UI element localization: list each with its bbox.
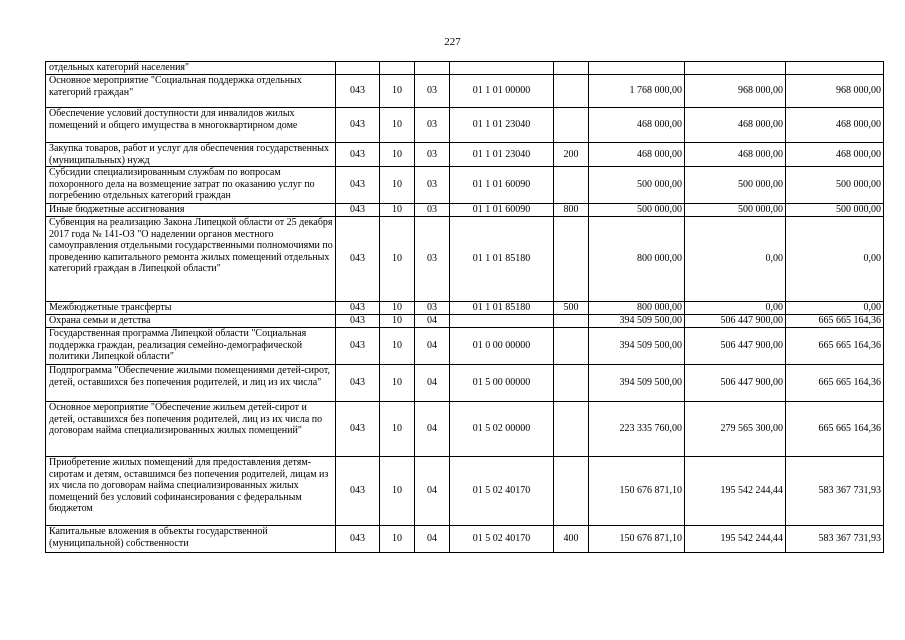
expense-type-cell xyxy=(554,315,589,328)
subsection-code-cell: 04 xyxy=(415,365,450,402)
row-name-cell: Подпрограмма "Обеспечение жилыми помещениями детей-сирот, детей, оставшихся без попечения родителей, и лиц из их числа" xyxy=(46,365,336,402)
expense-type-cell xyxy=(554,328,589,365)
target-article-cell: 01 1 01 60090 xyxy=(450,167,554,204)
target-article-cell xyxy=(450,62,554,75)
amount-year-1-cell: 500 000,00 xyxy=(589,167,685,204)
ministry-code-cell: 043 xyxy=(336,365,380,402)
amount-year-3-cell: 468 000,00 xyxy=(786,108,884,143)
table-row xyxy=(46,204,884,217)
row-name-cell: Межбюджетные трансферты xyxy=(46,302,336,315)
amount-year-1-cell: 394 509 500,00 xyxy=(589,365,685,402)
ministry-code-cell: 043 xyxy=(336,75,380,108)
row-name-cell: Капитальные вложения в объекты государственной (муниципальной) собственности xyxy=(46,526,336,553)
target-article-cell: 01 5 02 40170 xyxy=(450,526,554,553)
row-name-cell: Закупка товаров, работ и услуг для обеспечения государственных (муниципальных) нужд xyxy=(46,143,336,167)
ministry-code-cell: 043 xyxy=(336,402,380,457)
row-name-cell: отдельных категорий населения" xyxy=(46,62,336,75)
table-row xyxy=(46,108,884,143)
amount-year-1-cell: 468 000,00 xyxy=(589,143,685,167)
section-code-cell: 10 xyxy=(380,167,415,204)
amount-year-1-cell: 150 676 871,10 xyxy=(589,526,685,553)
row-name-cell: Субсидии специализированным службам по вопросам похоронного дела на возмещение затрат по оказанию услуг по погребению отдельных категорий граждан xyxy=(46,167,336,204)
section-code-cell xyxy=(380,62,415,75)
amount-year-2-cell: 500 000,00 xyxy=(685,167,786,204)
amount-year-2-cell: 500 000,00 xyxy=(685,204,786,217)
amount-year-3-cell: 583 367 731,93 xyxy=(786,457,884,526)
amount-year-3-cell: 468 000,00 xyxy=(786,143,884,167)
row-name-cell: Приобретение жилых помещений для предоставления детям-сиротам и детям, оставшимся без попечения родителей, лицам из их числа по договорам найма специализированных жилых помещений без условий софинансирования с федеральным бюджетом xyxy=(46,457,336,526)
amount-year-1-cell: 150 676 871,10 xyxy=(589,457,685,526)
target-article-cell: 01 5 00 00000 xyxy=(450,365,554,402)
row-name-cell: Основное мероприятие "Социальная поддержка отдельных категорий граждан" xyxy=(46,75,336,108)
amount-year-2-cell: 506 447 900,00 xyxy=(685,365,786,402)
amount-year-3-cell: 500 000,00 xyxy=(786,167,884,204)
target-article-cell: 01 1 01 23040 xyxy=(450,108,554,143)
expense-type-cell: 500 xyxy=(554,302,589,315)
subsection-code-cell: 03 xyxy=(415,302,450,315)
subsection-code-cell: 03 xyxy=(415,75,450,108)
amount-year-2-cell: 468 000,00 xyxy=(685,108,786,143)
amount-year-3-cell: 665 665 164,36 xyxy=(786,328,884,365)
section-code-cell: 10 xyxy=(380,108,415,143)
amount-year-3-cell: 665 665 164,36 xyxy=(786,315,884,328)
expense-type-cell xyxy=(554,167,589,204)
row-name-cell: Основное мероприятие "Обеспечение жильем детей-сирот и детей, оставшихся без попечения родителей, лиц из их числа по договорам найма специализированных жилых помещений" xyxy=(46,402,336,457)
expense-type-cell xyxy=(554,457,589,526)
section-code-cell: 10 xyxy=(380,328,415,365)
table-body xyxy=(46,62,884,553)
subsection-code-cell: 03 xyxy=(415,167,450,204)
ministry-code-cell: 043 xyxy=(336,328,380,365)
target-article-cell: 01 1 01 85180 xyxy=(450,217,554,302)
section-code-cell: 10 xyxy=(380,143,415,167)
ministry-code-cell: 043 xyxy=(336,457,380,526)
subsection-code-cell: 04 xyxy=(415,315,450,328)
table-row xyxy=(46,143,884,167)
amount-year-3-cell xyxy=(786,62,884,75)
ministry-code-cell: 043 xyxy=(336,217,380,302)
expense-type-cell xyxy=(554,62,589,75)
row-name-cell: Иные бюджетные ассигнования xyxy=(46,204,336,217)
amount-year-2-cell: 195 542 244,44 xyxy=(685,526,786,553)
section-code-cell: 10 xyxy=(380,315,415,328)
expense-type-cell: 400 xyxy=(554,526,589,553)
ministry-code-cell: 043 xyxy=(336,108,380,143)
amount-year-3-cell: 665 665 164,36 xyxy=(786,365,884,402)
ministry-code-cell xyxy=(336,62,380,75)
amount-year-3-cell: 968 000,00 xyxy=(786,75,884,108)
expense-type-cell xyxy=(554,217,589,302)
target-article-cell: 01 1 01 23040 xyxy=(450,143,554,167)
amount-year-2-cell: 279 565 300,00 xyxy=(685,402,786,457)
expense-type-cell xyxy=(554,402,589,457)
amount-year-3-cell: 500 000,00 xyxy=(786,204,884,217)
amount-year-1-cell xyxy=(589,62,685,75)
table-row xyxy=(46,328,884,365)
budget-table xyxy=(45,61,884,553)
row-name-cell: Обеспечение условий доступности для инвалидов жилых помещений и общего имущества в многоквартирном доме xyxy=(46,108,336,143)
amount-year-3-cell: 0,00 xyxy=(786,217,884,302)
subsection-code-cell: 04 xyxy=(415,457,450,526)
table-row xyxy=(46,365,884,402)
section-code-cell: 10 xyxy=(380,217,415,302)
amount-year-2-cell: 506 447 900,00 xyxy=(685,328,786,365)
ministry-code-cell: 043 xyxy=(336,315,380,328)
table-row xyxy=(46,526,884,553)
amount-year-1-cell: 1 768 000,00 xyxy=(589,75,685,108)
subsection-code-cell: 03 xyxy=(415,204,450,217)
expense-type-cell: 800 xyxy=(554,204,589,217)
amount-year-1-cell: 800 000,00 xyxy=(589,302,685,315)
amount-year-1-cell: 500 000,00 xyxy=(589,204,685,217)
ministry-code-cell: 043 xyxy=(336,204,380,217)
row-name-cell: Охрана семьи и детства xyxy=(46,315,336,328)
ministry-code-cell: 043 xyxy=(336,143,380,167)
table-row xyxy=(46,315,884,328)
section-code-cell: 10 xyxy=(380,402,415,457)
amount-year-3-cell: 665 665 164,36 xyxy=(786,402,884,457)
amount-year-1-cell: 800 000,00 xyxy=(589,217,685,302)
subsection-code-cell xyxy=(415,62,450,75)
expense-type-cell xyxy=(554,365,589,402)
amount-year-3-cell: 583 367 731,93 xyxy=(786,526,884,553)
amount-year-3-cell: 0,00 xyxy=(786,302,884,315)
subsection-code-cell: 04 xyxy=(415,526,450,553)
subsection-code-cell: 03 xyxy=(415,108,450,143)
amount-year-1-cell: 468 000,00 xyxy=(589,108,685,143)
subsection-code-cell: 03 xyxy=(415,217,450,302)
section-code-cell: 10 xyxy=(380,457,415,526)
amount-year-2-cell: 0,00 xyxy=(685,302,786,315)
table-row xyxy=(46,217,884,302)
amount-year-2-cell xyxy=(685,62,786,75)
page-number: 227 xyxy=(444,36,461,48)
target-article-cell: 01 5 02 00000 xyxy=(450,402,554,457)
ministry-code-cell: 043 xyxy=(336,302,380,315)
row-name-cell: Субвенция на реализацию Закона Липецкой области от 25 декабря 2017 года № 141-ОЗ "О наделении органов местного самоуправления отдельными государственными полномочиями по проведению капитального ремонта жилых помещений отдельных категорий граждан в Липецкой области" xyxy=(46,217,336,302)
target-article-cell: 01 1 01 00000 xyxy=(450,75,554,108)
section-code-cell: 10 xyxy=(380,204,415,217)
target-article-cell xyxy=(450,315,554,328)
amount-year-2-cell: 195 542 244,44 xyxy=(685,457,786,526)
amount-year-2-cell: 968 000,00 xyxy=(685,75,786,108)
table-row xyxy=(46,167,884,204)
amount-year-1-cell: 223 335 760,00 xyxy=(589,402,685,457)
section-code-cell: 10 xyxy=(380,365,415,402)
target-article-cell: 01 1 01 60090 xyxy=(450,204,554,217)
amount-year-2-cell: 0,00 xyxy=(685,217,786,302)
section-code-cell: 10 xyxy=(380,526,415,553)
table-row xyxy=(46,457,884,526)
table-row xyxy=(46,75,884,108)
target-article-cell: 01 0 00 00000 xyxy=(450,328,554,365)
row-name-cell: Государственная программа Липецкой области "Социальная поддержка граждан, реализация семейно-демографической политики Липецкой области" xyxy=(46,328,336,365)
expense-type-cell xyxy=(554,75,589,108)
table-row xyxy=(46,402,884,457)
expense-type-cell: 200 xyxy=(554,143,589,167)
amount-year-2-cell: 506 447 900,00 xyxy=(685,315,786,328)
section-code-cell: 10 xyxy=(380,75,415,108)
section-code-cell: 10 xyxy=(380,302,415,315)
table-row xyxy=(46,62,884,75)
expense-type-cell xyxy=(554,108,589,143)
amount-year-2-cell: 468 000,00 xyxy=(685,143,786,167)
subsection-code-cell: 04 xyxy=(415,328,450,365)
amount-year-1-cell: 394 509 500,00 xyxy=(589,315,685,328)
target-article-cell: 01 1 01 85180 xyxy=(450,302,554,315)
subsection-code-cell: 04 xyxy=(415,402,450,457)
subsection-code-cell: 03 xyxy=(415,143,450,167)
amount-year-1-cell: 394 509 500,00 xyxy=(589,328,685,365)
ministry-code-cell: 043 xyxy=(336,526,380,553)
table-row xyxy=(46,302,884,315)
ministry-code-cell: 043 xyxy=(336,167,380,204)
target-article-cell: 01 5 02 40170 xyxy=(450,457,554,526)
